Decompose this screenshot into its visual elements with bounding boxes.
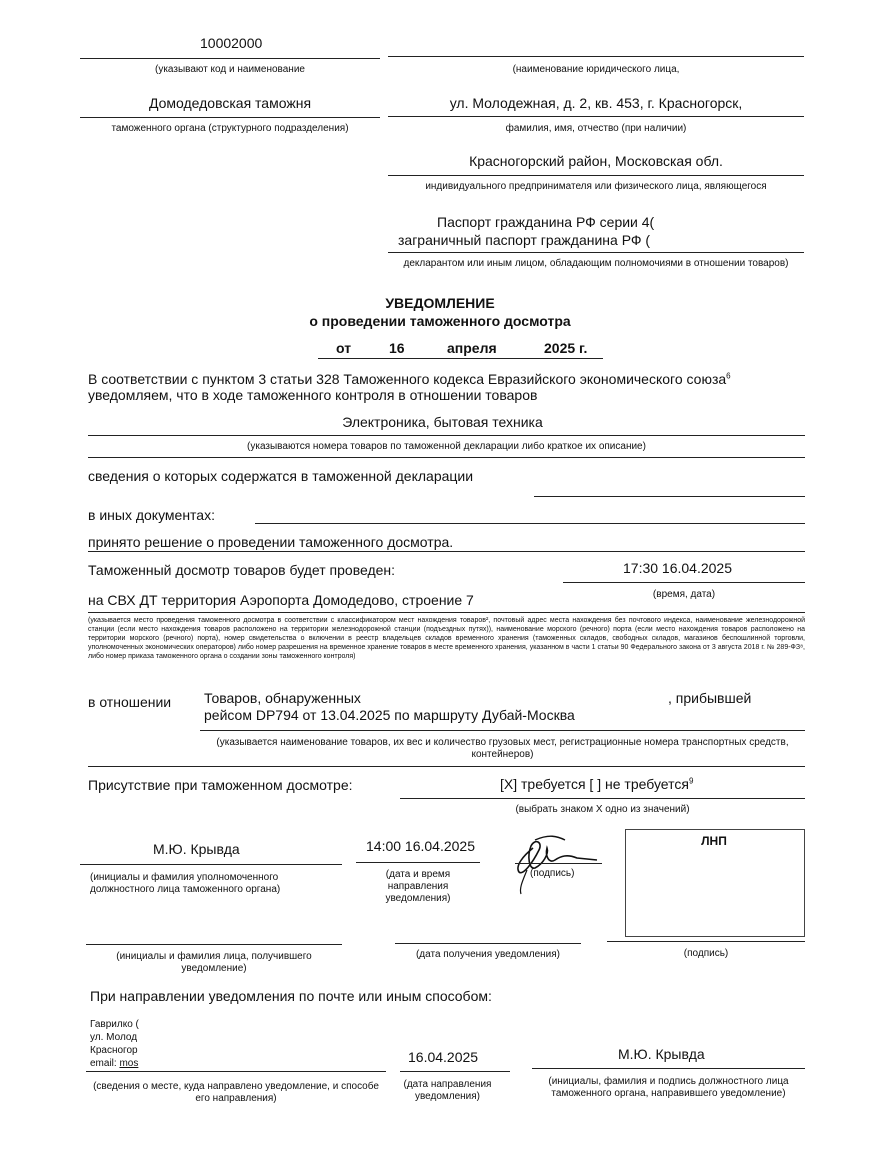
date-underline (318, 358, 603, 359)
underline (388, 252, 804, 253)
declaration-text: сведения о которых содержатся в таможенной декларации (88, 468, 474, 484)
presence-choice: [X] требуется [ ] не требуется (500, 776, 689, 792)
legal-entity-caption: (наименование юридического лица, (512, 64, 680, 75)
customs-name-caption: таможенного органа (структурного подразделения) (111, 123, 349, 134)
customs-code: 10002000 (200, 35, 263, 51)
sign-caption: (подпись) (530, 868, 575, 879)
email-label: email: (90, 1058, 117, 1069)
mail-email (90, 1058, 138, 1070)
goods-caption: (указываются номера товаров по таможенной декларации либо краткое их описание) (247, 441, 646, 452)
date-year: 2025 г. (544, 340, 588, 356)
mail-officer: М.Ю. Крывда (618, 1046, 705, 1062)
mail-place-caption: (сведения о месте, куда направлено уведомление, и способе его направления) (93, 1081, 379, 1104)
underline (255, 523, 805, 524)
customs-name: Домодедовская таможня (148, 95, 312, 111)
underline (388, 175, 804, 176)
mail-address-line-1: Гаврилко ( (90, 1019, 139, 1030)
date-day: 16 (389, 340, 405, 356)
underline (515, 863, 602, 864)
mail-date: 16.04.2025 (408, 1049, 479, 1065)
presence-label: Присутствие при таможенном досмотре: (88, 777, 353, 793)
underline (88, 766, 805, 767)
underline (88, 551, 805, 552)
inspection-time: 17:30 16.04.2025 (623, 560, 732, 576)
officer-name: М.Ю. Крывда (153, 841, 240, 857)
regarding-label: в отношении (88, 694, 172, 710)
underline (400, 1071, 510, 1072)
sent-datetime: 14:00 16.04.2025 (366, 838, 475, 854)
underline (88, 435, 805, 436)
receiver-caption: (инициалы и фамилия лица, получившего уведомление) (116, 951, 312, 974)
date-month: апреля (447, 340, 497, 356)
mail-date-caption: (дата направления уведомления) (403, 1079, 492, 1102)
receive-date-caption: (дата получения уведомления) (415, 949, 561, 960)
date-from-label: от (336, 340, 352, 356)
underline (88, 457, 805, 458)
underline (200, 730, 805, 731)
decision-text: принято решение о проведении таможенного досмотра. (88, 534, 454, 550)
fio-caption: фамилия, имя, отчество (при наличии) (505, 123, 687, 134)
stamp-label: ЛНП (701, 834, 727, 848)
intro-line-1 (88, 371, 731, 387)
underline (80, 58, 380, 59)
underline (86, 944, 342, 945)
presence-footnote-mark: 9 (688, 776, 694, 786)
email-link[interactable]: mos (119, 1058, 139, 1069)
underline (388, 116, 804, 117)
passport-line-1: Паспорт гражданина РФ серии 4( (437, 214, 655, 230)
passport-line-2: заграничный паспорт гражданина РФ ( (398, 232, 651, 248)
intro-text: В соответствии с пунктом 3 статьи 328 Таможенного кодекса Евразийского экономического союза (88, 371, 727, 387)
underline (80, 117, 380, 118)
mail-heading: При направлении уведомления по почте или иным способом: (90, 988, 492, 1004)
mail-address-line-2: ул. Молод (90, 1032, 138, 1043)
regarding-caption: (указывается наименование товаров, их вес и количество грузовых мест, регистрационные номера транспортных средств, контейнеров) (216, 737, 789, 760)
other-docs-label: в иных документах: (88, 507, 215, 523)
regarding-line-2: рейсом DP794 от 13.04.2025 по маршруту Дубай-Москва (204, 707, 575, 723)
declarant-caption: декларантом или иным лицом, обладающим полномочиями в отношении товаров) (403, 258, 789, 269)
underline (356, 862, 480, 863)
presence-value (500, 776, 693, 792)
mail-address-line-3: Красногор (90, 1045, 138, 1056)
regarding-line-1b: , прибывшей (668, 690, 752, 706)
receiver-sign-caption: (подпись) (683, 948, 729, 959)
officer-caption: (инициалы и фамилия уполномоченного должностного лица таможенного органа) (90, 872, 281, 895)
underline (388, 56, 804, 57)
inspection-when: Таможенный досмотр товаров будет проведен: (88, 562, 396, 578)
signature-image (505, 826, 605, 898)
document-title: УВЕДОМЛЕНИЕ (385, 295, 495, 311)
underline (88, 612, 805, 613)
customs-code-caption: (указывают код и наименование (155, 64, 305, 75)
underline (532, 1068, 805, 1069)
ip-caption: индивидуального предпринимателя или физического лица, являющегося (425, 181, 767, 192)
intro-footnote-mark: 6 (726, 371, 731, 381)
goods-description: Электроника, бытовая техника (342, 414, 543, 430)
underline (86, 1071, 386, 1072)
document-subtitle: о проведении таможенного досмотра (309, 313, 571, 329)
sent-caption: (дата и время направления уведомления) (385, 869, 451, 904)
underline (400, 798, 805, 799)
regarding-line-1a: Товаров, обнаруженных (204, 690, 361, 706)
underline (607, 941, 805, 942)
mail-officer-caption: (инициалы, фамилия и подпись должностного лица таможенного органа, направившего уведомление) (548, 1076, 789, 1099)
address-line-1: ул. Молодежная, д. 2, кв. 453, г. Красногорск, (449, 95, 743, 111)
underline (395, 943, 581, 944)
underline (80, 864, 342, 865)
time-caption: (время, дата) (652, 589, 716, 600)
place-caption: (указывается место проведения таможенного досмотра в соответствии с классификатором мест нахождения товаров², почтовый адрес места нахождения без почтового индекса, наименование железнодорожной станции (если место нахождения товаров расположено на территории железнодорожной станции (подъездных путях)), наименование морского (речного) порта (если место нахождения товаров расположено на территории морского (речного) порта), номер свидетельства о включении в реестр владельцев складов временного хранения (таможенных складов, свободных складов, магазинов беспошлинной торговли, уполномоченных экономических операторов) либо номер разрешения на временное хранение товаров в месте временного хранения, указанном в части 1 статьи 90 Федерального закона от 3 августа 2018 г. № 289-ФЗ⁸, либо номер приказа таможенного органа о создании зоны таможенного контроля) (88, 617, 805, 660)
underline (563, 582, 805, 583)
address-line-2: Красногорский район, Московская обл. (469, 153, 723, 169)
inspection-place: на СВХ ДТ территория Аэропорта Домодедово, строение 7 (88, 592, 474, 608)
presence-caption: (выбрать знаком X одно из значений) (515, 804, 690, 815)
underline (534, 496, 805, 497)
intro-line-2: уведомляем, что в ходе таможенного контроля в отношении товаров (88, 387, 538, 403)
